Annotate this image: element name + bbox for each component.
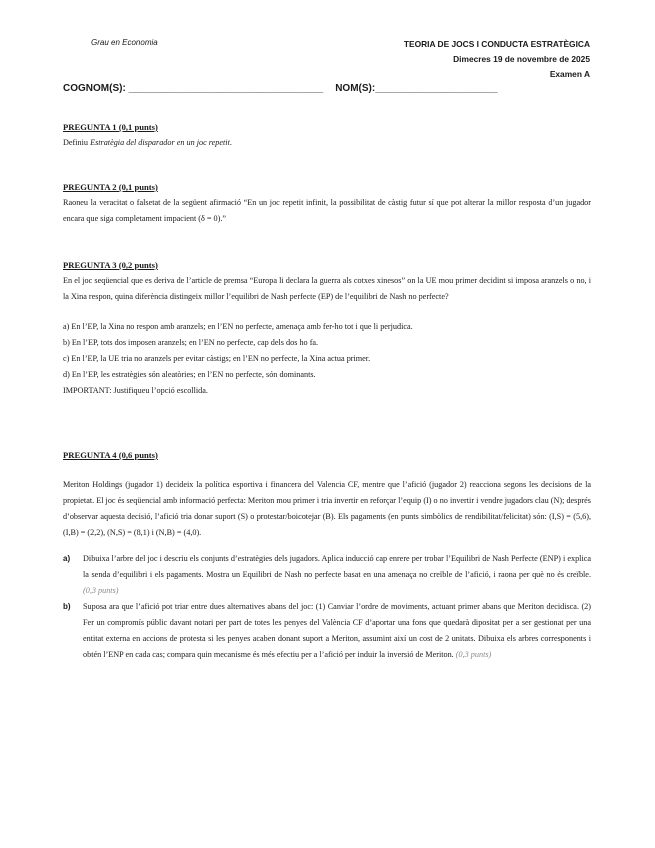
question-4-item-a — [63, 551, 591, 599]
question-1-text: Definiu Estratègia del disparador en un joc repetit. — [63, 138, 232, 147]
question-1-title: PREGUNTA 1 (0,1 punts) — [63, 122, 158, 132]
option-a: a) En l’EP, la Xina no respon amb aranzels; en l’EN no perfecte, amenaça amb fer-ho tot i que li perjudica. — [63, 322, 413, 331]
name-field[interactable]: NOM(S):______________________ — [335, 83, 498, 94]
question-2-title: PREGUNTA 2 (0,1 punts) — [63, 182, 158, 192]
exam-date: Dimecres 19 de novembre de 2025 — [453, 54, 590, 64]
item-b-text: Suposa ara que l’afició pot triar entre dues alternatives abans del joc: (1) Canviar l’ordre de moviments, actuant primer abans que Meriton decidisca. (2) Fer un compromís públic davant notari per part de totes les penyes del València CF d’aportar una fons que quedarà dipositat per a ser gestionat per una entitat externa en accions de protesta si les penyes acaben donant suport a Meriton, assumint així un cost de 2 unitats. Dibuixa els arbres corresponents i obtén l’ENP en cada cas; compara quin mecanisme és més efectiu per a l’afició per induir la inversió de Meriton. — [83, 602, 591, 659]
question-3-note: IMPORTANT: Justifiqueu l’opció escollida. — [63, 386, 208, 395]
item-a-label: a) — [63, 554, 71, 563]
item-b-points: (0,3 punts) — [455, 650, 492, 659]
question-4-item-b — [63, 599, 591, 663]
item-a-text: Dibuixa l’arbre del joc i descriu els conjunts d’estratègies dels jugadors. Aplica inducció cap enrere per trobar l’Equilibri de Nash Perfecte (ENP) i explica la senda d’equilibri i els pagaments. Mostra un Equilibri de Nash no perfecte basat en una amenaça no creïble de l’afició, i raona per què no és creïble. — [83, 554, 591, 579]
option-d: d) En l’EP, les estratègies són aleatòries; en l’EN no perfecte, són dominants. — [63, 370, 316, 379]
question-1 — [63, 122, 591, 151]
question-3 — [63, 260, 591, 399]
question-3-title: PREGUNTA 3 (0,2 punts) — [63, 260, 158, 270]
question-4-intro: Meriton Holdings (jugador 1) decideix la política esportiva i financera del Valencia CF, mentre que l’afició (jugador 2) reacciona segons les decisions de la propietat. El joc és seqüencial amb informació perfecta: Meriton mou primer i tria invertir en reforçar l’equip (I) o no invertir i vendre jugadors clau (N); després d’observar aquesta decisió, l’afició tria donar suport (S) o protestar/boicotejar (B). Els pagaments (en punts simbòlics de rendibilitat/felicitat) són: (I,S) = (5,6), (I,B) = (2,2), (N,S) = (8,1) i (N,B) = (4,0). — [63, 480, 591, 537]
item-b-label: b) — [63, 602, 71, 611]
exam-version: Examen A — [549, 69, 590, 79]
exam-header — [404, 37, 590, 82]
question-4 — [63, 450, 591, 663]
course-name: Grau en Economia — [91, 38, 158, 47]
subject-title: TEORIA DE JOCS I CONDUCTA ESTRATÈGICA — [403, 39, 590, 49]
surname-field[interactable]: COGNOM(S): ___________________________________ — [63, 83, 324, 94]
question-2-text: Raoneu la veracitat o falsetat de la següent afirmació “En un joc repetit infinit, la possibilitat de càstig futur sí que pot alterar la millor resposta d’un jugador encara que siga completament impacient (δ = 0).” — [63, 198, 591, 223]
question-2 — [63, 182, 591, 227]
question-1-term: Estratègia del disparador en un joc repetit — [90, 138, 230, 147]
item-a-points: (0,3 punts) — [83, 586, 119, 595]
option-b: b) En l’EP, tots dos imposen aranzels; en l’EN no perfecte, cap dels dos ho fa. — [63, 338, 319, 347]
student-fields — [63, 83, 498, 94]
option-c: c) En l’EP, la UE tria no aranzels per evitar càstigs; en l’EN no perfecte, la Xina actua primer. — [63, 354, 371, 363]
question-4-title: PREGUNTA 4 (0,6 punts) — [63, 450, 158, 460]
question-3-text: En el joc seqüencial que es deriva de l’article de premsa “Europa li declara la guerra als cotxes xinesos” on la UE mou primer decidint si imposa aranzels o no, i la Xina respon, quina diferència distingeix millor l’equilibri de Nash perfecte (EP) de l’equilibri de Nash no perfecte? — [63, 276, 591, 301]
